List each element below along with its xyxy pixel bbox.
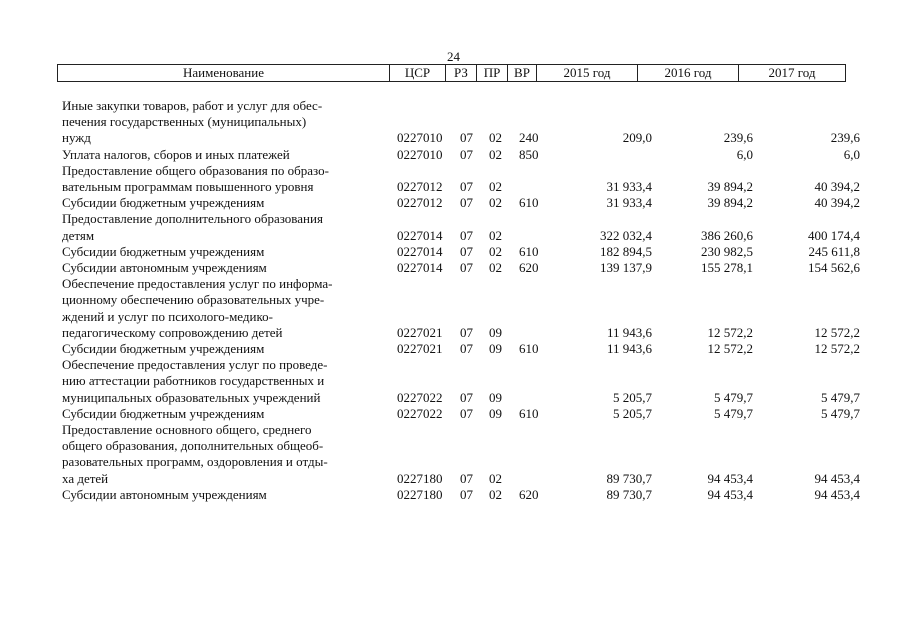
- table-row: [0, 341, 905, 357]
- row-2015: 11 943,6: [606, 324, 652, 340]
- row-2015: 139 137,9: [600, 260, 652, 276]
- row-rz: 07: [460, 470, 473, 486]
- row-2017: 94 453,4: [814, 486, 860, 502]
- row-2015: 31 933,4: [606, 195, 652, 211]
- row-name-line: Предоставление дополнительного образования: [62, 211, 323, 227]
- row-2016: 12 572,2: [707, 341, 753, 357]
- row-csr: 0227022: [397, 389, 443, 405]
- row-2016: 94 453,4: [707, 470, 753, 486]
- row-2017: 5 479,7: [821, 389, 860, 405]
- row-2016: 39 894,2: [707, 179, 753, 195]
- row-pr: 02: [489, 486, 502, 502]
- table-row: [0, 260, 905, 276]
- row-rz: 07: [460, 389, 473, 405]
- row-rz: 07: [460, 341, 473, 357]
- row-name-line: нужд: [62, 130, 91, 146]
- row-2017: 12 572,2: [814, 341, 860, 357]
- row-rz: 07: [460, 179, 473, 195]
- row-csr: 0227180: [397, 486, 443, 502]
- row-2015: 5 205,7: [613, 405, 652, 421]
- row-csr: 0227022: [397, 405, 443, 421]
- row-pr: 02: [489, 146, 502, 162]
- table-row: [0, 163, 905, 195]
- row-name: [62, 195, 382, 211]
- row-rz: 07: [460, 227, 473, 243]
- row-name-line: Иные закупки товаров, работ и услуг для обес-: [62, 98, 323, 113]
- row-rz: 07: [460, 405, 473, 421]
- row-2016: 155 278,1: [701, 260, 753, 276]
- row-2015: 322 032,4: [600, 227, 652, 243]
- row-2015: 5 205,7: [613, 389, 652, 405]
- row-name: [62, 98, 382, 147]
- row-2017: 239,6: [830, 130, 860, 146]
- row-name-line: ционному обеспечению образовательных учре-: [62, 292, 325, 308]
- row-name: [62, 147, 382, 163]
- row-name: [62, 163, 382, 195]
- row-name-line: Обеспечение предоставления услуг по проведе-: [62, 357, 328, 373]
- row-name-line: муниципальных образовательных учреждений: [62, 389, 321, 405]
- row-2016: 5 479,7: [714, 389, 753, 405]
- row-2016: 5 479,7: [714, 405, 753, 421]
- row-2017: 245 611,8: [808, 243, 860, 259]
- row-name-line: педагогическому сопровождению детей: [62, 324, 283, 340]
- row-2015: 89 730,7: [606, 486, 652, 502]
- table-row: [0, 357, 905, 406]
- row-csr: 0227014: [397, 243, 443, 259]
- row-name: [62, 422, 382, 487]
- row-2015: 209,0: [622, 130, 652, 146]
- row-rz: 07: [460, 130, 473, 146]
- header-pr: ПР: [477, 65, 508, 82]
- row-pr: 02: [489, 179, 502, 195]
- row-2016: 94 453,4: [707, 486, 753, 502]
- row-name-line: разовательных программ, оздоровления и отды-: [62, 454, 328, 470]
- header-name: Наименование: [58, 65, 390, 82]
- table-row: [0, 487, 905, 503]
- row-vr: 610: [519, 341, 539, 357]
- row-name-line: Субсидии бюджетным учреждениям: [62, 341, 265, 357]
- row-vr: 620: [519, 260, 539, 276]
- table-row: [0, 211, 905, 243]
- row-csr: 0227012: [397, 179, 443, 195]
- header-2016: 2016 год: [638, 65, 739, 82]
- row-2017: 154 562,6: [808, 260, 860, 276]
- row-pr: 02: [489, 130, 502, 146]
- row-name: [62, 341, 382, 357]
- row-2017: 40 394,2: [814, 179, 860, 195]
- row-vr: 610: [519, 405, 539, 421]
- row-2017: 94 453,4: [814, 470, 860, 486]
- row-2015: 11 943,6: [606, 341, 652, 357]
- row-name: [62, 244, 382, 260]
- row-2015: 182 894,5: [600, 243, 652, 259]
- row-pr: 09: [489, 341, 502, 357]
- row-name-line: Субсидии автономным учреждениям: [62, 486, 267, 502]
- table-row: [0, 98, 905, 147]
- row-rz: 07: [460, 486, 473, 502]
- row-vr: 240: [519, 130, 539, 146]
- row-name-line: печения государственных (муниципальных): [62, 114, 307, 130]
- header-csr: ЦСР: [390, 65, 446, 82]
- page-number: 24: [447, 49, 460, 64]
- row-rz: 07: [460, 324, 473, 340]
- row-name: [62, 406, 382, 422]
- row-csr: 0227180: [397, 470, 443, 486]
- row-pr: 02: [489, 227, 502, 243]
- row-2016: 386 260,6: [701, 227, 753, 243]
- row-csr: 0227010: [397, 130, 443, 146]
- row-2017: 6,0: [843, 146, 860, 162]
- row-vr: 620: [519, 486, 539, 502]
- row-pr: 09: [489, 324, 502, 340]
- row-vr: 850: [519, 146, 539, 162]
- table-row: [0, 422, 905, 487]
- row-2017: 400 174,4: [808, 227, 860, 243]
- row-2016: 230 982,5: [701, 243, 753, 259]
- row-name-line: Обеспечение предоставления услуг по информа-: [62, 276, 333, 292]
- row-name-line: Субсидии автономным учреждениям: [62, 260, 267, 276]
- row-name-line: Уплата налогов, сборов и иных платежей: [62, 146, 290, 162]
- row-name: [62, 260, 382, 276]
- row-pr: 02: [489, 195, 502, 211]
- row-name: [62, 211, 382, 243]
- table-header: [57, 64, 846, 82]
- row-csr: 0227012: [397, 195, 443, 211]
- row-name-line: ха детей: [62, 470, 109, 486]
- row-vr: 610: [519, 243, 539, 259]
- row-vr: 610: [519, 195, 539, 211]
- row-rz: 07: [460, 195, 473, 211]
- row-name-line: ждений и услуг по психолого-медико-: [62, 308, 273, 324]
- row-csr: 0227010: [397, 146, 443, 162]
- row-name: [62, 276, 382, 341]
- row-2015: 31 933,4: [606, 179, 652, 195]
- row-name-line: детям: [62, 227, 95, 243]
- header-rz: РЗ: [446, 65, 477, 82]
- table-row: [0, 244, 905, 260]
- table-row: [0, 406, 905, 422]
- row-2017: 40 394,2: [814, 195, 860, 211]
- row-name-line: общего образования, дополнительных общеоб-: [62, 438, 324, 454]
- row-name-line: Субсидии бюджетным учреждениям: [62, 405, 265, 421]
- row-2017: 5 479,7: [821, 405, 860, 421]
- row-csr: 0227021: [397, 324, 443, 340]
- row-name-line: Предоставление основного общего, среднего: [62, 422, 312, 438]
- budget-table-body: [0, 98, 905, 503]
- row-rz: 07: [460, 243, 473, 259]
- row-name: [62, 487, 382, 503]
- row-csr: 0227014: [397, 260, 443, 276]
- row-name: [62, 357, 382, 406]
- row-pr: 02: [489, 243, 502, 259]
- table-row: [0, 195, 905, 211]
- header-2015: 2015 год: [537, 65, 638, 82]
- row-pr: 02: [489, 260, 502, 276]
- row-pr: 02: [489, 470, 502, 486]
- row-name-line: нию аттестации работников государственных и: [62, 373, 325, 389]
- row-2015: 89 730,7: [606, 470, 652, 486]
- table-row: [0, 276, 905, 341]
- row-name-line: Субсидии бюджетным учреждениям: [62, 195, 265, 211]
- row-name-line: вательным программам повышенного уровня: [62, 179, 314, 195]
- row-csr: 0227021: [397, 341, 443, 357]
- row-pr: 09: [489, 405, 502, 421]
- row-pr: 09: [489, 389, 502, 405]
- row-2016: 39 894,2: [707, 195, 753, 211]
- row-2016: 12 572,2: [707, 324, 753, 340]
- row-name-line: Субсидии бюджетным учреждениям: [62, 243, 265, 259]
- header-vr: ВР: [508, 65, 537, 82]
- row-csr: 0227014: [397, 227, 443, 243]
- table-row: [0, 147, 905, 163]
- row-name-line: Предоставление общего образования по образо-: [62, 162, 329, 178]
- row-2016: 6,0: [736, 146, 753, 162]
- row-2017: 12 572,2: [814, 324, 860, 340]
- row-2016: 239,6: [723, 130, 753, 146]
- header-2017: 2017 год: [739, 65, 846, 82]
- row-rz: 07: [460, 146, 473, 162]
- row-rz: 07: [460, 260, 473, 276]
